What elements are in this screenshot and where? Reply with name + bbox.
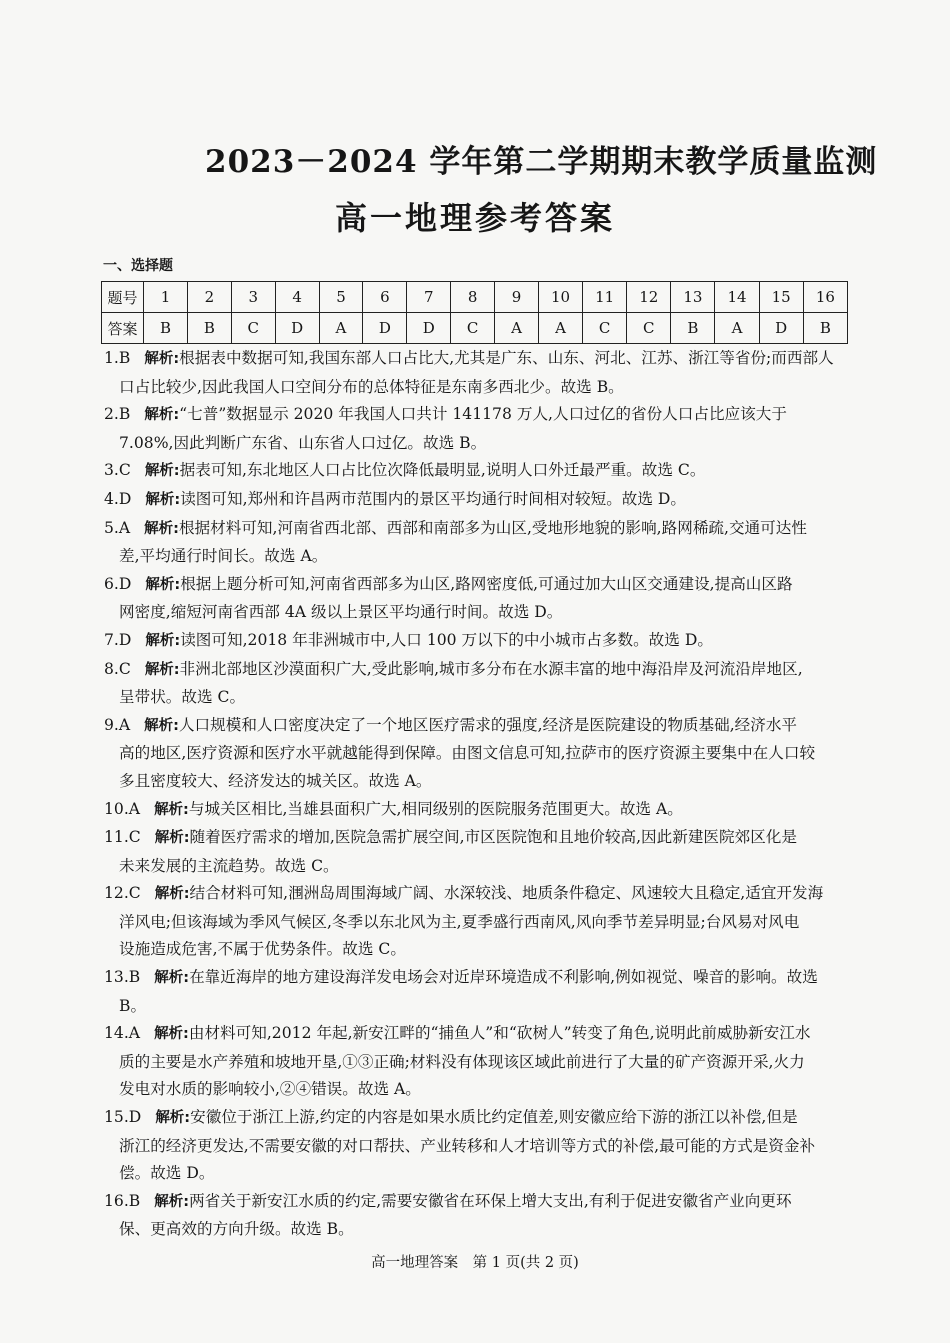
analysis-text: 根据上题分析可知,河南省西部多为山区,路网密度低,可通过加大山区交通建设,提高山区路 — [180, 574, 793, 593]
item-answer: 15.D — [104, 1108, 142, 1127]
question-number-cell: 2 — [187, 282, 231, 313]
item-answer: 5.A — [104, 518, 131, 537]
item-answer: 8.C — [104, 659, 131, 678]
item-answer: 4.D — [104, 489, 132, 508]
question-number-cell: 16 — [803, 282, 847, 313]
analysis-text: 安徽位于浙江上游,约定的内容是如果水质比约定值差,则安徽应给下游的浙江以补偿,但是 — [190, 1108, 798, 1127]
analysis-first-line — [104, 571, 852, 600]
question-number-cell: 5 — [319, 282, 363, 313]
analysis-first-line — [104, 515, 852, 544]
item-answer: 1.B — [104, 349, 131, 367]
answer-cell: C — [583, 313, 627, 344]
analysis-text: 由材料可知,2012 年起,新安江畔的“捕鱼人”和“砍树人”转变了角色,说明此前威胁新安江水 — [188, 1024, 811, 1043]
analysis-item — [104, 627, 852, 656]
analysis-first-line — [104, 1188, 852, 1217]
analysis-text: 根据表中数据可知,我国东部人口占比大,尤其是广东、山东、河北、江苏、浙江等省份;而西部人 — [179, 349, 834, 367]
analysis-label: 解析: — [144, 463, 180, 480]
analysis-first-line — [104, 1104, 852, 1133]
analysis-item — [104, 515, 852, 571]
answer-cell: D — [759, 313, 803, 344]
analysis-label: 解析: — [155, 1110, 191, 1127]
analysis-text-line: 浙江的经济更发达,不需要安徽的对口帮扶、产业转移和人才培训等方式的补偿,最可能的方式是资金补 — [119, 1136, 816, 1155]
analysis-item — [104, 401, 852, 457]
answer-cell: B — [671, 313, 715, 344]
analysis-item — [104, 486, 852, 515]
question-number-cell: 8 — [451, 282, 495, 313]
analysis-text-line: 偿。故选 D。 — [119, 1164, 215, 1183]
analysis-label: 解析: — [145, 576, 181, 593]
analysis-first-line — [104, 345, 852, 374]
analysis-text: 非洲北部地区沙漠面积广大,受此影响,城市多分布在水源丰富的地中海沿岸及河流沿岸地区, — [179, 659, 803, 678]
answer-cell: D — [407, 313, 451, 344]
item-answer: 2.B — [104, 405, 131, 424]
question-number-cell: 9 — [495, 282, 539, 313]
answer-cell: D — [363, 313, 407, 344]
question-number-cell: 14 — [715, 282, 759, 313]
analysis-first-line — [104, 880, 852, 909]
analysis-label: 解析: — [154, 1026, 189, 1043]
analysis-first-line — [104, 457, 852, 486]
analysis-item — [104, 345, 852, 401]
analysis-text-line: B。 — [119, 996, 147, 1015]
analysis-text-line: 差,平均通行时间长。故选 A。 — [119, 547, 328, 566]
answer-cell: C — [627, 313, 671, 344]
question-number-cell: 1 — [144, 282, 188, 313]
analysis-text-line: 口占比较少,因此我国人口空间分布的总体特征是东南多西北少。故选 B。 — [119, 377, 624, 396]
question-number-cell: 12 — [627, 282, 671, 313]
answer-cell: D — [275, 313, 319, 344]
answer-cell: B — [187, 313, 231, 344]
analysis-text: 人口规模和人口密度决定了一个地区医疗需求的强度,经济是医院建设的物质基础,经济水平 — [178, 715, 798, 734]
answer-cell: A — [538, 313, 582, 344]
analysis-text: 两省关于新安江水质的约定,需要安徽省在环保上增大支出,有利于促进安徽省产业向更环 — [189, 1191, 792, 1210]
analysis-item — [104, 457, 852, 486]
analysis-text: 在靠近海岸的地方建设海洋发电场会对近岸环境造成不利影响,例如视觉、噪音的影响。故选 — [189, 968, 818, 987]
question-number-cell: 4 — [275, 282, 319, 313]
item-answer: 10.A — [104, 799, 141, 818]
analysis-first-line — [104, 486, 852, 515]
answer-row — [102, 313, 848, 344]
answer-cell: A — [495, 313, 539, 344]
analysis-text-line: 发电对水质的影响较小,②④错误。故选 A。 — [119, 1080, 421, 1099]
question-number-cell: 11 — [583, 282, 627, 313]
question-number-cell: 3 — [231, 282, 275, 313]
answer-table — [101, 281, 848, 344]
analysis-item — [104, 1104, 852, 1188]
item-answer: 16.B — [104, 1191, 141, 1210]
question-number-cell: 15 — [759, 282, 803, 313]
item-answer: 6.D — [104, 574, 132, 593]
analysis-text-line: 高的地区,医疗资源和医疗水平就越能得到保障。由图文信息可知,拉萨市的医疗资源主要集中在人口较 — [119, 744, 816, 763]
page-footer: 高一地理答案 第 1 页(共 2 页) — [371, 1255, 579, 1271]
analysis-first-line — [104, 627, 852, 656]
analysis-first-line — [104, 824, 852, 853]
analysis-first-line — [104, 656, 852, 685]
analysis-first-line — [104, 964, 852, 993]
page-title: 2023－2024 学年第二学期期末教学质量监测 — [205, 144, 878, 180]
analysis-text: 随着医疗需求的增加,医院急需扩展空间,市区医院饱和且地价较高,因此新建医院郊区化是 — [189, 828, 797, 847]
analysis-text-line: 7.08%,因此判断广东省、山东省人口过亿。故选 B。 — [119, 433, 487, 452]
analysis-label: 解析: — [145, 632, 181, 649]
item-answer: 7.D — [104, 630, 132, 649]
analysis-text: 结合材料可知,涠洲岛周围海域广阔、水深较浅、地质条件稳定、风速较大且稳定,适宜开发海 — [189, 884, 824, 903]
analysis-first-line — [104, 712, 852, 741]
answer-cell: A — [319, 313, 363, 344]
analysis-list — [104, 345, 852, 1244]
analysis-first-line — [104, 401, 852, 430]
question-number-cell: 10 — [538, 282, 582, 313]
question-number-cell: 7 — [407, 282, 451, 313]
analysis-label: 解析: — [144, 351, 180, 367]
item-answer: 9.A — [104, 715, 131, 734]
item-answer: 11.C — [104, 828, 141, 847]
answer-cell: C — [451, 313, 495, 344]
page-subtitle: 高一地理参考答案 — [334, 199, 615, 237]
analysis-label: 解析: — [144, 407, 180, 424]
analysis-first-line — [104, 1020, 852, 1049]
analysis-text: 据表可知,东北地区人口占比位次降低最明显,说明人口外迁最严重。故选 C。 — [179, 461, 706, 480]
analysis-text: 读图可知,郑州和许昌两市范围内的景区平均通行时间相对较短。故选 D。 — [180, 489, 687, 508]
analysis-label: 解析: — [154, 886, 190, 903]
analysis-text-line: 洋风电;但该海域为季风气候区,冬季以东北风为主,夏季盛行西南风,风向季节差异明显;台风易对风电 — [119, 912, 800, 931]
question-number-cell: 13 — [671, 282, 715, 313]
analysis-text-line: 设施造成危害,不属于优势条件。故选 C。 — [119, 940, 406, 959]
analysis-text: 读图可知,2018 年非洲城市中,人口 100 万以下的中小城市占多数。故选 D。 — [180, 630, 713, 649]
analysis-item — [104, 571, 852, 627]
analysis-label: 解析: — [154, 1193, 190, 1210]
analysis-text: 根据材料可知,河南省西北部、西部和南部多为山区,受地形地貌的影响,路网稀疏,交通可达性 — [178, 518, 807, 537]
analysis-item — [104, 1188, 852, 1244]
answer-cell: B — [144, 313, 188, 344]
question-number-cell: 6 — [363, 282, 407, 313]
analysis-label: 解析: — [145, 491, 181, 508]
analysis-text-line: 未来发展的主流趋势。故选 C。 — [119, 856, 339, 875]
analysis-label: 解析: — [144, 717, 179, 734]
analysis-text-line: 网密度,缩短河南省西部 4A 级以上景区平均通行时间。故选 D。 — [119, 603, 563, 622]
analysis-text: 与城关区相比,当雄县面积广大,相同级别的医院服务范围更大。故选 A。 — [188, 799, 683, 818]
analysis-item — [104, 1020, 852, 1104]
row-label-number: 题号 — [102, 282, 144, 313]
analysis-text-line: 质的主要是水产养殖和坡地开垦,①③正确;材料没有体现该区域此前进行了大量的矿产资源开采,火力 — [119, 1052, 805, 1071]
answer-cell: C — [231, 313, 275, 344]
analysis-item — [104, 796, 852, 825]
analysis-label: 解析: — [154, 970, 190, 987]
analysis-label: 解析: — [144, 520, 179, 537]
analysis-label: 解析: — [154, 830, 190, 847]
analysis-text-line: 保、更高效的方向升级。故选 B。 — [119, 1220, 354, 1239]
answer-cell: A — [715, 313, 759, 344]
item-answer: 3.C — [104, 461, 131, 480]
analysis-text-line: 多且密度较大、经济发达的城关区。故选 A。 — [119, 771, 432, 790]
section-title: 一、选择题 — [103, 258, 173, 274]
analysis-first-line — [104, 796, 852, 825]
item-answer: 13.B — [104, 968, 141, 987]
answer-cell: B — [803, 313, 847, 344]
item-answer: 12.C — [104, 884, 141, 903]
analysis-item — [104, 712, 852, 796]
analysis-item — [104, 880, 852, 964]
analysis-text: “七普”数据显示 2020 年我国人口共计 141178 万人,人口过亿的省份人口占比应该大于 — [179, 405, 787, 424]
analysis-item — [104, 656, 852, 712]
analysis-item — [104, 824, 852, 880]
analysis-item — [104, 964, 852, 1020]
analysis-label: 解析: — [154, 801, 189, 818]
analysis-text-line: 呈带状。故选 C。 — [119, 688, 246, 707]
row-label-answer: 答案 — [102, 313, 144, 344]
analysis-label: 解析: — [144, 661, 180, 678]
question-number-row — [102, 282, 848, 313]
item-answer: 14.A — [104, 1024, 141, 1043]
